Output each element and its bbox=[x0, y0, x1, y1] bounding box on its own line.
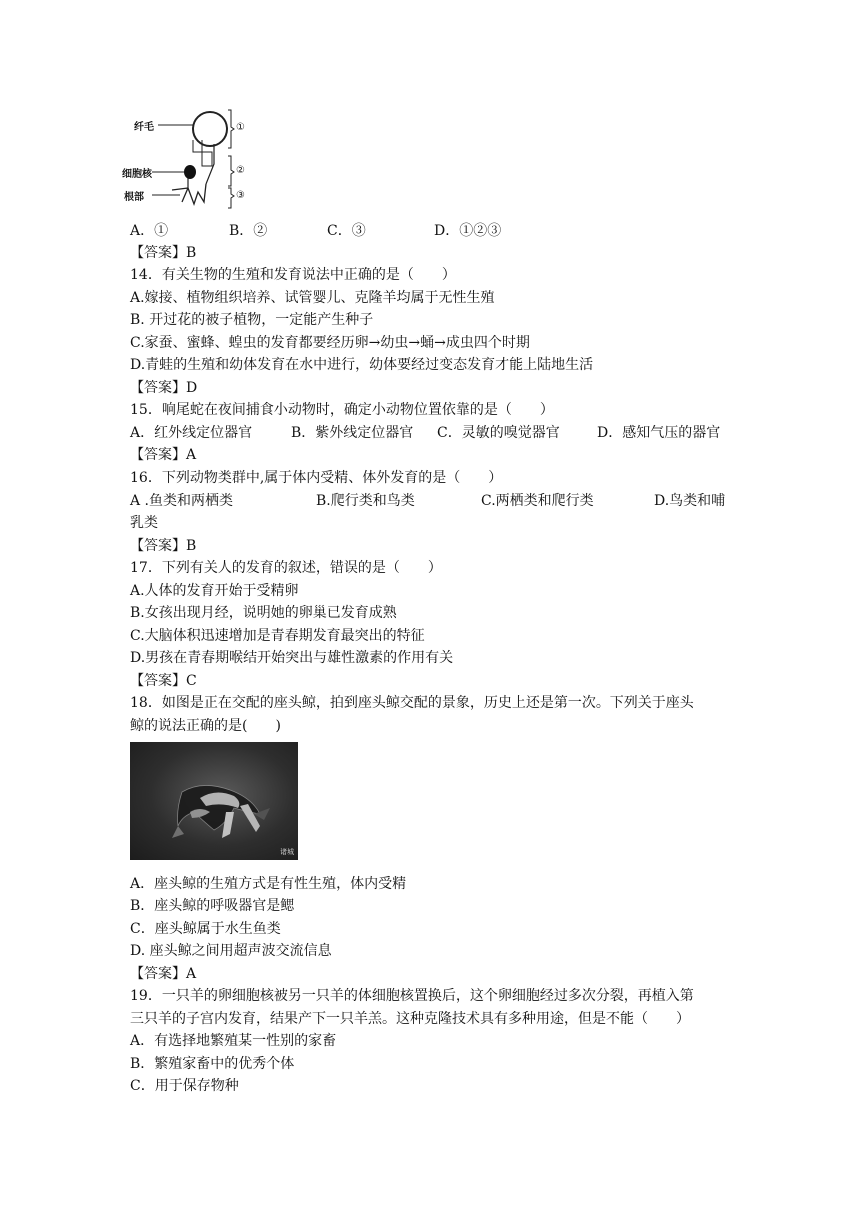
q19-stem-line1: 19．一只羊的卵细胞核被另一只羊的体细胞核置换后，这个卵细胞经过多次分裂，再植入第 bbox=[130, 988, 694, 1004]
q17-answer: 【答案】C bbox=[130, 673, 197, 689]
q16-option-d: D.鸟类和哺 bbox=[654, 493, 726, 509]
q19-stem-line2: 三只羊的子宫内发育，结果产下一只羊羔。这种克隆技术具有多种用途，但是不能（ ） bbox=[130, 1011, 690, 1027]
q17-stem: 17．下列有关人的发育的叙述，错误的是（ ） bbox=[130, 560, 442, 576]
q16-stem: 16．下列动物类群中,属于体内受精、体外发育的是（ ） bbox=[130, 470, 503, 486]
root-label: 根部 bbox=[124, 192, 144, 203]
q15-option-a: A．红外线定位器官 bbox=[130, 425, 253, 441]
mark-3: ③ bbox=[236, 190, 245, 201]
q16-option-c: C.两栖类和爬行类 bbox=[481, 493, 594, 509]
q18-stem-line1: 18．如图是正在交配的座头鲸，拍到座头鲸交配的景象，历史上还是第一次。下列关于座头 bbox=[130, 695, 694, 711]
cell-diagram bbox=[122, 104, 260, 216]
q15-stem: 15．响尾蛇在夜间捕食小动物时，确定小动物位置依靠的是（ ） bbox=[130, 402, 554, 418]
q15-option-c: C．灵敏的嗅觉器官 bbox=[437, 425, 560, 441]
q13-option-c: C．③ bbox=[327, 223, 366, 239]
mark-1: ① bbox=[236, 122, 245, 133]
q17-option-b: B.女孩出现月经，说明她的卵巢已发育成熟 bbox=[130, 605, 397, 621]
q14-option-d: D.青蛙的生殖和幼体发育在水中进行，幼体要经过变态发育才能上陆地生活 bbox=[130, 357, 594, 373]
q15-option-d: D．感知气压的器官 bbox=[597, 425, 721, 441]
q17-option-c: C.大脑体积迅速增加是青春期发育最突出的特征 bbox=[130, 628, 425, 644]
nucleus-label: 细胞核 bbox=[122, 169, 152, 180]
q13-answer: 【答案】B bbox=[130, 245, 197, 261]
q15-answer: 【答案】A bbox=[130, 447, 197, 463]
q13-option-d: D．①②③ bbox=[434, 223, 502, 239]
q14-option-b: B. 开过花的被子植物，一定能产生种子 bbox=[130, 312, 374, 328]
q14-stem: 14．有关生物的生殖和发育说法中正确的是（ ） bbox=[130, 267, 456, 283]
mark-2: ② bbox=[236, 165, 245, 176]
q18-option-a: A．座头鲸的生殖方式是有性生殖，体内受精 bbox=[130, 876, 407, 892]
whale-photo bbox=[130, 742, 298, 860]
q13-option-a: A．① bbox=[130, 223, 169, 239]
q16-answer: 【答案】B bbox=[130, 538, 197, 554]
q16-option-a: A .鱼类和两栖类 bbox=[130, 493, 234, 509]
q14-answer: 【答案】D bbox=[130, 380, 198, 396]
q18-option-d: D. 座头鲸之间用超声波交流信息 bbox=[130, 943, 332, 959]
q19-option-c: C．用于保存物种 bbox=[130, 1078, 239, 1094]
q17-option-d: D.男孩在青春期喉结开始突出与雄性激素的作用有关 bbox=[130, 650, 454, 666]
q18-stem-line2: 鲸的说法正确的是( ) bbox=[130, 718, 281, 734]
q14-option-a: A.嫁接、植物组织培养、试管婴儿、克隆羊均属于无性生殖 bbox=[130, 290, 495, 306]
q16-option-d-wrap: 乳类 bbox=[130, 515, 158, 531]
q18-option-c: C．座头鲸属于水生鱼类 bbox=[130, 921, 281, 937]
q13-option-b: B．② bbox=[229, 223, 268, 239]
q16-option-b: B.爬行类和鸟类 bbox=[316, 493, 415, 509]
q18-option-b: B．座头鲸的呼吸器官是鳃 bbox=[130, 898, 295, 914]
cilia-label: 纤毛 bbox=[134, 122, 154, 133]
q19-option-b: B．繁殖家畜中的优秀个体 bbox=[130, 1056, 295, 1072]
q14-option-c: C.家蚕、蜜蜂、蝗虫的发育都要经历卵→幼虫→蛹→成虫四个时期 bbox=[130, 335, 530, 351]
whale-photo-svg bbox=[130, 742, 298, 860]
q18-answer: 【答案】A bbox=[130, 966, 197, 982]
q15-option-b: B．紫外线定位器官 bbox=[291, 425, 414, 441]
photo-watermark: 诸城 bbox=[280, 848, 294, 856]
q19-option-a: A．有选择地繁殖某一性别的家畜 bbox=[130, 1033, 337, 1049]
q17-option-a: A.人体的发育开始于受精卵 bbox=[130, 583, 299, 599]
